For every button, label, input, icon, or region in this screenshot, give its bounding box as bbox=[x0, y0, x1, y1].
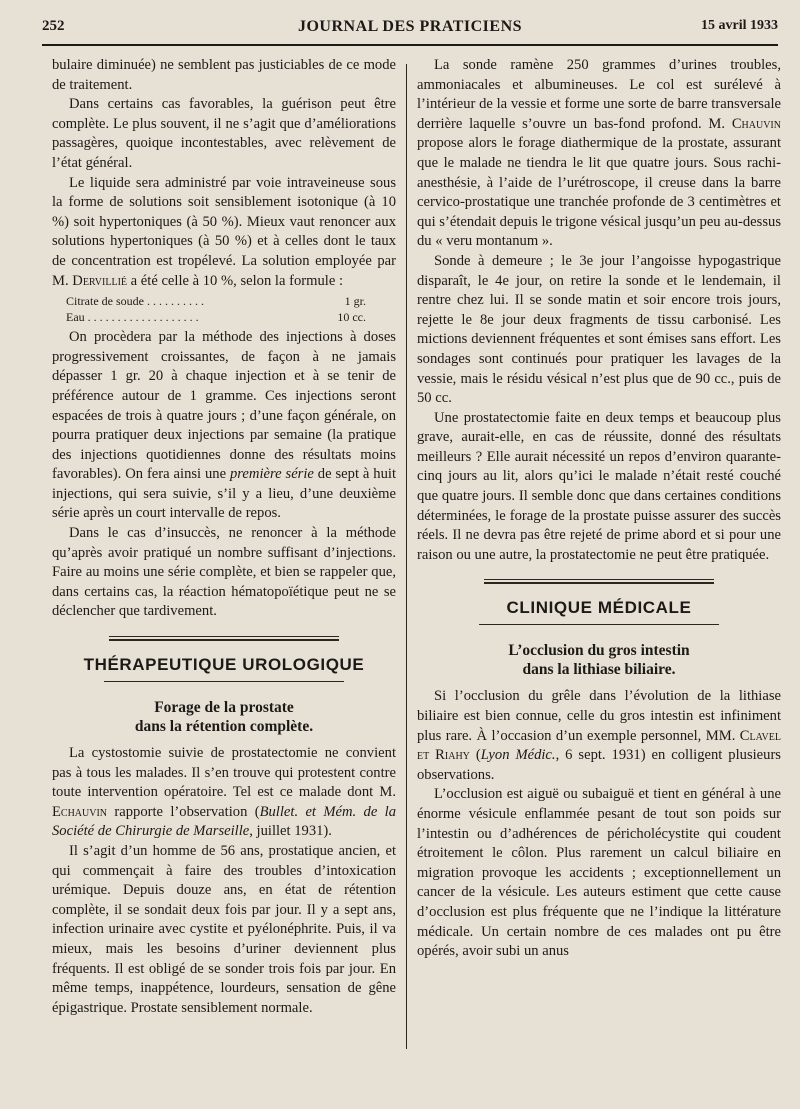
section-title-underline bbox=[479, 624, 719, 625]
citation: Lyon Médic. bbox=[480, 747, 556, 764]
formula-row: Eau . . . . . . . . . . . . . . . . . . . 10 cc. bbox=[66, 310, 366, 325]
paragraph: Une prostatectomie faite en deux temps et beaucoup plus grave, aurait-elle, en cas de réussite, donné des résultats meilleurs ? Elle aurait nécessité un repos d’environ quarante-cinq jours au lit, alors qu’ici le malade n’était resté couché que quatre jours. Il semble donc que dans certaines conditions déterminées, le forage de la prostate puisse assurer des succès réels. Il ne devra pas être rejeté de prime abord et si pour une raison ou une autre, la prostatectomie ne peut être pratiquée. bbox=[417, 409, 781, 563]
journal-title: JOURNAL DES PRATICIENS bbox=[297, 18, 523, 35]
paragraph: Dans le cas d’insuccès, ne renoncer à la méthode qu’après avoir pratiqué un nombre suffisant d’injections. Faire au moins une série complète, et bien se rappeler que, dans certains cas, la réaction hématopoïétique peut ne se déclencher que tardivement. bbox=[52, 525, 396, 620]
author-name: Dervillié bbox=[72, 272, 128, 289]
paragraph: Le liquide sera administré par voie intraveineuse sous la forme de solutions soit sensiblement isotonique (à 10 %) soit hypertoniques (à 50 %). Mieux vaut renoncer aux solutions hypertoniques (à 50 %) et à celles dont le taux de concentration est tropélevé. La solution employée par M. Dervillié a été celle à 10 %, selon la formule : bbox=[52, 174, 396, 289]
citation: Bullet. et Mém. de la Société de Chirurgie de Marseille bbox=[52, 803, 396, 840]
column-divider bbox=[406, 64, 407, 1049]
page-number: 252 bbox=[42, 18, 65, 34]
section-title-underline bbox=[104, 681, 344, 682]
section-title: CLINIQUE MÉDICALE bbox=[506, 598, 692, 618]
paragraph: bulaire diminuée) ne semblent pas justiciables de ce mode de traitement. bbox=[52, 57, 396, 93]
section-rule bbox=[484, 579, 714, 584]
section-title: THÉRAPEUTIQUE UROLOGIQUE bbox=[83, 655, 365, 675]
paragraph: On procèdera par la méthode des injections à doses progressivement croissantes, de façon à ne jamais dépasser 1 gr. 20 à chaque injection et à se tenir de préférence autour de 1 gramme. Ces injections seront espacées de trois à quatre jours ; d’une façon générale, on pourra pratiquer deux injections par semaine (la pratique des injections quotidiennes donne des résultats moins favorables). On fera ainsi une première série de sept à huit injections, qui sera suivie, s’il y a lieu, d’une deuxième série après un court intervalle de repos. bbox=[52, 329, 397, 522]
formula bbox=[66, 293, 396, 325]
paragraph: Sonde à demeure ; le 3e jour l’angoisse hypogastrique disparaît, le 4e jour, on retire la sonde et le lendemain, il rentre chez lui. Il se sonde matin et soir encore trois jours, rejette le 8e jour deux fragments de tissu carbonisé. Les mictions deviennent fréquentes et sont émises sans effort. Les sondages sont continués pour pratiquer les lavages de la vessie, mais le résidu vésical n’est plus que de 90 cc., puis de 50 cc. bbox=[417, 252, 781, 407]
paragraph: La sonde ramène 250 grammes d’urines troubles, ammoniacales et albumineuses. Le col est surélevé à l’intérieur de la vessie et forme une sorte de barre transversale derrière laquelle s’ouvre un bas-fond profond. M. Chauvin propose alors le forage diathermique de la prostate, assurant que le malade ne tiendra le lit que quatre jours. Sous rachi-anesthésie, à l’aide de l’urétroscope, il creuse dans la barre cervico-prostatique une tranchée profonde de 3 centimètres et qui s’étendait depuis le trigone vésical jusqu’un peu au-dessus du « veru montanum ». bbox=[417, 57, 781, 250]
author-name: Chauvin bbox=[731, 115, 781, 132]
section-rule bbox=[109, 636, 339, 641]
paragraph: Il s’agit d’un homme de 56 ans, prostatique ancien, et qui commençait à faire des troubles d’intoxication urémique. Depuis douze ans, en état de rétention complète, il se sondait deux fois par jour. Il y a sept ans, infection urinaire avec cystite et pyélonéphrite. Puis, il va mieux, mais les besoins d’uriner deviennent plus fréquents. Il est obligé de se sonder trois fois par jour. En même temps, inappétence, lourdeurs, sensation de gêne épigastrique. Prostate sensiblement normale. bbox=[52, 843, 396, 1016]
right-column bbox=[417, 56, 781, 962]
issue-date: 15 avril 1933 bbox=[701, 18, 778, 33]
header-rule bbox=[42, 44, 778, 46]
article-title: L’occlusion du gros intestin dans la lithiase biliaire. bbox=[508, 642, 690, 679]
paragraph: L’occlusion est aiguë ou subaiguë et tient en général à une énorme vésicule enflammée pesant de tout son poids sur l’intestin ou d’adhérences de péricholécystite qui coudent étroitement le côlon. Plus rarement un calcul biliaire en migration provoque les accidents ; exceptionnellement un cancer de la vésicule. Les auteurs estiment que cette cause d’occlusion est plus fréquente que ne l’indique la littérature médicale. Un certain nombre de ces malades ont pu être opérés, avoir subi un anus bbox=[417, 786, 781, 960]
article-title: Forage de la prostate dans la rétention complète. bbox=[134, 699, 314, 736]
paragraph: Dans certains cas favorables, la guérison peut être complète. Le plus souvent, il ne s’agit que d’améliorations passagères, quoique incontestables, avec relèvement de l’état général. bbox=[52, 96, 396, 171]
formula-row: Citrate de soude . . . . . . . . . . 1 gr. bbox=[66, 294, 366, 309]
paragraph: La cystostomie suivie de prostatectomie ne convient pas à tous les malades. Il s’en trouve qui protestent contre toute intervention opératoire. Tel est ce malade dont M. Echauvin rapporte l’observation (Bullet. et Mém. de la Société de Chirurgie de Marseille, juillet 1931). bbox=[52, 745, 396, 840]
left-column bbox=[52, 56, 396, 1018]
page-header bbox=[42, 16, 778, 42]
author-name: Clavel et Riahy bbox=[417, 727, 781, 764]
paragraph: Si l’occlusion du grêle dans l’évolution de la lithiase biliaire est bien connue, celle du gros intestin est infiniment plus rare. À l’occasion d’un exemple personnel, MM. Clavel et Riahy (Lyon Médic., 6 sept. 1931) en colligent plusieurs observations. bbox=[417, 688, 781, 783]
author-name: Echauvin bbox=[52, 803, 108, 820]
